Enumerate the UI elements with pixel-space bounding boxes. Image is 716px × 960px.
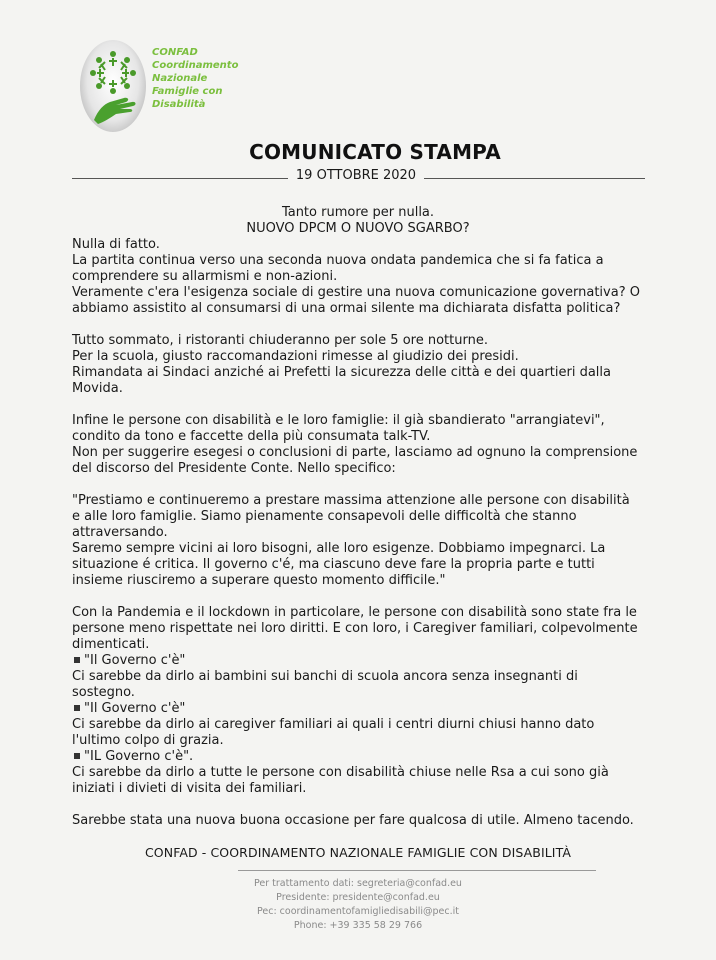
text-line: e alle loro famiglie. Siamo pienamente consapevoli delle difficoltà che stanno bbox=[72, 509, 577, 524]
text-line: Per la scuola, giusto raccomandazioni rimesse al giudizio dei presidi. bbox=[72, 349, 519, 364]
logo-line: Famiglie con bbox=[152, 86, 223, 97]
text-line: Ci sarebbe da dirlo ai caregiver familiari ai quali i centri diurni chiusi hanno dato bbox=[72, 717, 595, 732]
signature: CONFAD - COORDINAMENTO NAZIONALE FAMIGLIE CON DISABILITÀ bbox=[144, 845, 572, 860]
bullet-icon bbox=[74, 753, 80, 759]
footer-line: Pec: coordinamentofamigliedisabili@pec.it bbox=[256, 906, 460, 917]
text-line: iniziati i divieti di visita dei familiari. bbox=[72, 781, 307, 796]
text-line: insieme riusciremo a superare questo momento difficile." bbox=[72, 573, 446, 588]
closing-line: Sarebbe stata una nuova buona occasione per fare qualcosa di utile. Almeno tacendo. bbox=[72, 813, 634, 828]
paragraph bbox=[72, 605, 652, 797]
text-line: Tutto sommato, i ristoranti chiuderanno per sole 5 ore notturne. bbox=[72, 333, 488, 348]
text-line: dimenticati. bbox=[72, 637, 150, 652]
text-line: Non per suggerire esegesi o conclusioni di parte, lasciamo ad ognuno la comprensione bbox=[72, 445, 638, 460]
paragraph bbox=[72, 413, 652, 477]
footer-divider bbox=[238, 870, 596, 871]
logo-line: Disabilità bbox=[152, 99, 206, 110]
text-line: La partita continua verso una seconda nuova ondata pandemica che si fa fatica a bbox=[72, 253, 604, 268]
text-line: Infine le persone con disabilità e le loro famiglie: il già sbandierato "arrangiatevi", bbox=[72, 413, 605, 428]
text-line: sostegno. bbox=[72, 685, 135, 700]
subtitle-line: Tanto rumore per nulla. bbox=[281, 205, 435, 220]
logo-line: CONFAD bbox=[152, 47, 198, 58]
paragraph bbox=[72, 237, 652, 317]
text-line: Ci sarebbe da dirlo ai bambini sui banchi di scuola ancora senza insegnanti di bbox=[72, 669, 578, 684]
logo-emblem-icon bbox=[80, 40, 146, 132]
closing-paragraph bbox=[72, 813, 652, 829]
date-row bbox=[72, 168, 645, 184]
logo-text bbox=[152, 46, 238, 111]
footer-line: Presidente: presidente@confad.eu bbox=[276, 892, 440, 903]
date-rule-right bbox=[424, 178, 645, 179]
text-line: Movida. bbox=[72, 381, 123, 396]
text-line: Saremo sempre vicini ai loro bisogni, alle loro esigenze. Dobbiamo impegnarci. La bbox=[72, 541, 606, 556]
confad-logo bbox=[80, 40, 280, 135]
document-body bbox=[72, 237, 652, 845]
logo-line: Coordinamento bbox=[152, 60, 239, 71]
bullet-icon bbox=[74, 657, 80, 663]
document-date: 19 OTTOBRE 2020 bbox=[295, 168, 417, 183]
text-line: persone meno rispettate nei loro diritti. E con loro, i Caregiver familiari, colpevolmente bbox=[72, 621, 638, 636]
text-line: attraversando. bbox=[72, 525, 168, 540]
subtitle-line: NUOVO DPCM O NUOVO SGARBO? bbox=[246, 221, 470, 236]
paragraph bbox=[72, 333, 652, 397]
footer-contacts bbox=[0, 877, 716, 933]
footer-line: Phone: +39 335 58 29 766 bbox=[293, 920, 423, 931]
text-line: condito da tono e faccette della più consumata talk-TV. bbox=[72, 429, 431, 444]
quote-paragraph bbox=[72, 493, 652, 589]
footer-line: Per trattamento dati: segreteria@confad.eu bbox=[254, 878, 462, 889]
bullet-heading: "Il Governo c'è" bbox=[84, 653, 186, 668]
text-line: Nulla di fatto. bbox=[72, 237, 160, 252]
text-line: del discorso del Presidente Conte. Nello specifico: bbox=[72, 461, 396, 476]
document-title: COMUNICATO STAMPA bbox=[249, 140, 501, 164]
bullet-heading: "Il Governo c'è" bbox=[84, 701, 186, 716]
text-line: l'ultimo colpo di grazia. bbox=[72, 733, 224, 748]
text-line: Rimandata ai Sindaci anziché ai Prefetti la sicurezza delle città e dei quartieri dalla bbox=[72, 365, 611, 380]
bullet-heading: "IL Governo c'è". bbox=[84, 749, 194, 764]
text-line: abbiamo assistito al consumarsi di una ormai silente ma dichiarata disfatta politica? bbox=[72, 301, 621, 316]
subtitle bbox=[0, 205, 716, 237]
text-line: Con la Pandemia e il lockdown in particolare, le persone con disabilità sono state fra le bbox=[72, 605, 637, 620]
bullet-icon bbox=[74, 705, 80, 711]
text-line: Ci sarebbe da dirlo a tutte le persone con disabilità chiuse nelle Rsa a cui sono già bbox=[72, 765, 609, 780]
text-line: comprendere su allarmismi e non-azioni. bbox=[72, 269, 338, 284]
date-rule-left bbox=[72, 178, 288, 179]
logo-line: Nazionale bbox=[152, 73, 208, 84]
text-line: "Prestiamo e continueremo a prestare massima attenzione alle persone con disabilità bbox=[72, 493, 630, 508]
text-line: Veramente c'era l'esigenza sociale di gestire una nuova comunicazione governativa? O bbox=[72, 285, 640, 300]
text-line: situazione é critica. Il governo c'é, ma ciascuno deve fare la propria parte e tutti bbox=[72, 557, 595, 572]
